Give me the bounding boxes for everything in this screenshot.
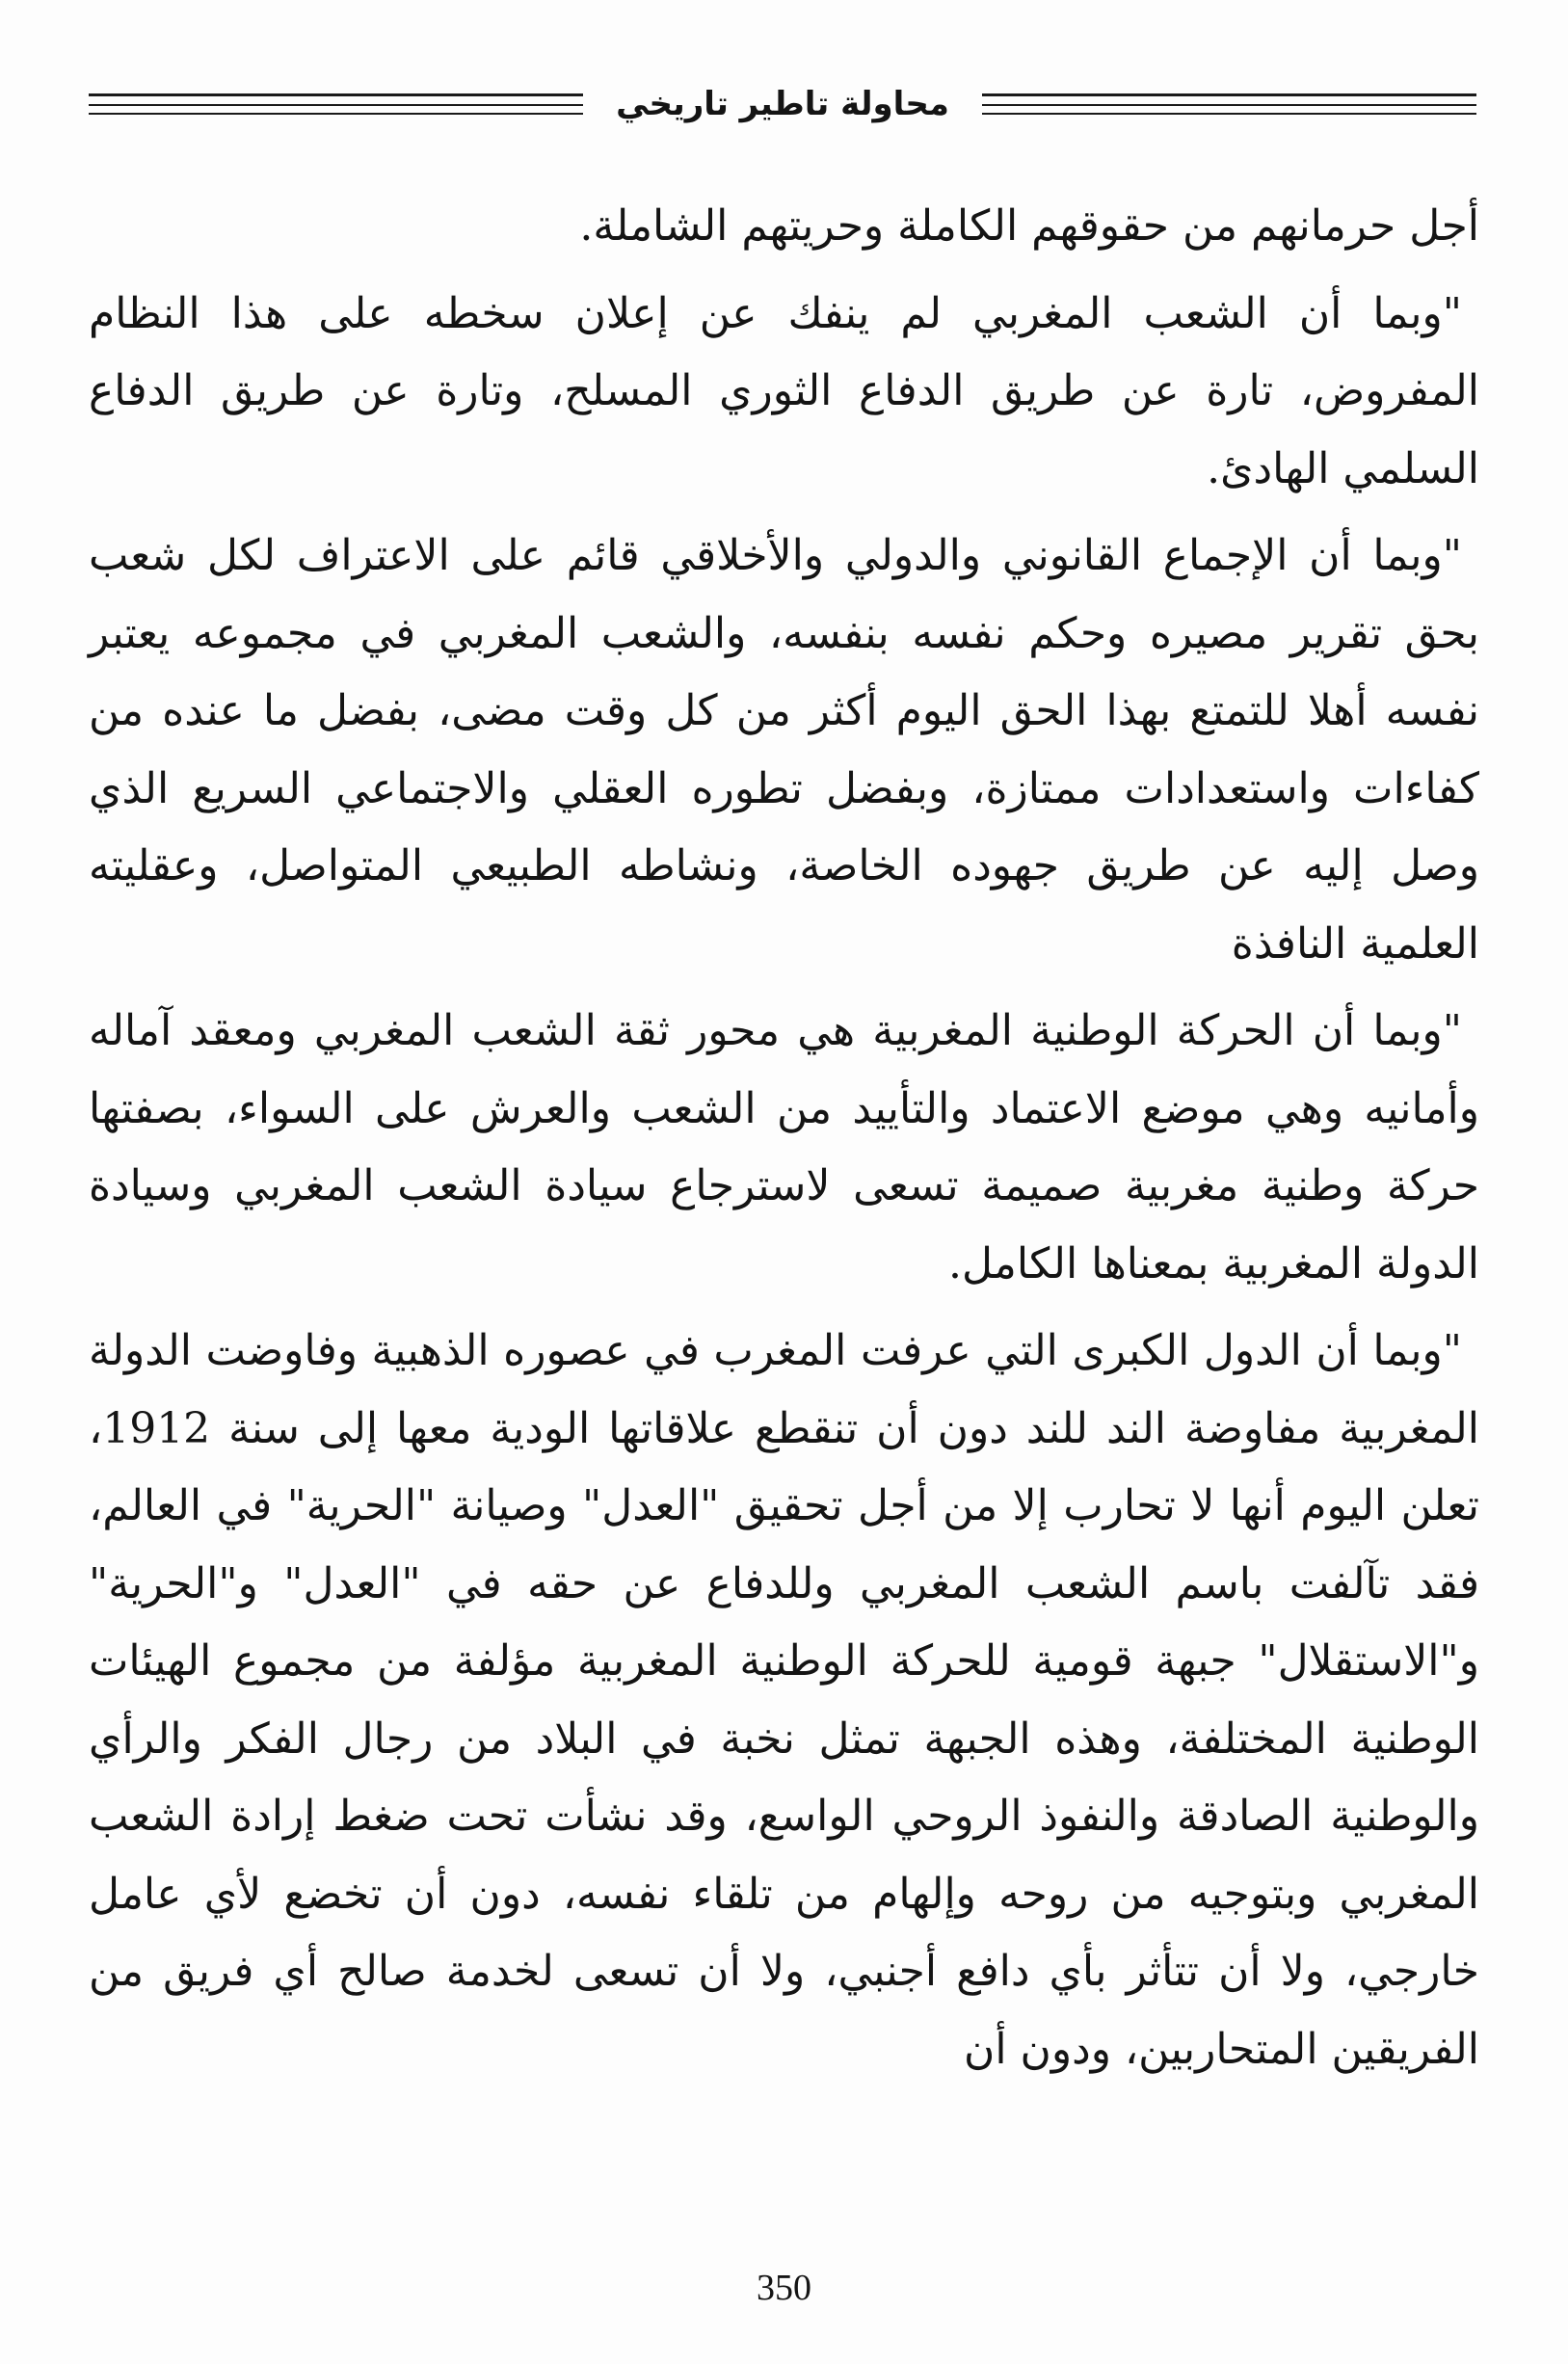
paragraph: "وبما أن الدول الكبرى التي عرفت المغرب في عصوره الذهبية وفاوضت الدولة المغربية مفاوضة الند للند دون أن تنقطع علاقاتها الودية معها إلى سنة 1912، تعلن اليوم أنها لا تحارب إلا من أجل تحقيق "العدل" وصيانة "الحرية" في العالم، فقد تآلفت باسم الشعب المغربي وللدفاع عن حقه في "العدل" و"الحرية" و"الاستقلال" جبهة قومية للحركة الوطنية المغربية مؤلفة من مجموع الهيئات الوطنية المختلفة، وهذه الجبهة تمثل نخبة في البلاد من رجال الفكر والرأي والوطنية الصادقة والنفوذ الروحي الواسع، وقد نشأت تحت ضغط إرادة الشعب المغربي وبتوجيه من روحه وإلهام من تلقاء نفسه، دون أن تخضع لأي عامل خارجي، ولا أن تتأثر بأي دافع أجنبي، ولا أن تسعى لخدمة صالح أي فريق من الفريقين المتحاربين، ودون أن (89, 1326, 1479, 2074)
paragraph: "وبما أن الحركة الوطنية المغربية هي محور ثقة الشعب المغربي ومعقد آماله وأمانيه وهي موضع الاعتماد والتأييد من الشعب والعرش على السواء، بصفتها حركة وطنية مغربية صميمة تسعى لاسترجاع سيادة الشعب المغربي وسيادة الدولة المغربية بمعناها الكامل. (89, 1006, 1479, 1288)
paragraph: "وبما أن الإجماع القانوني والدولي والأخلاقي قائم على الاعتراف لكل شعب بحق تقرير مصيره وحكم نفسه بنفسه، والشعب المغربي في مجموعه يعتبر نفسه أهلا للتمتع بهذا الحق اليوم أكثر من كل وقت مضى، بفضل ما عنده من كفاءات واستعدادات ممتازة، وبفضل تطوره العقلي والاجتماعي السريع الذي وصل إليه عن طريق جهوده الخاصة، ونشاطه الطبيعي المتواصل، وعقليته العلمية النافذة (89, 531, 1479, 969)
header-title: محاولة تاطير تاريخي (616, 85, 949, 123)
paragraph: أجل حرمانهم من حقوقهم الكاملة وحريتهم الشاملة. (579, 201, 1479, 251)
page-number: 350 (757, 2268, 811, 2308)
paragraph: "وبما أن الشعب المغربي لم ينفك عن إعلان سخطه على هذا النظام المفروض، تارة عن طريق الدفاع الثوري المسلح، وتارة عن طريق الدفاع السلمي الهادئ. (89, 288, 1479, 493)
header-rule-left (89, 93, 583, 115)
header-rule-right (982, 93, 1476, 115)
body-text (89, 188, 1479, 2098)
running-header (89, 75, 1476, 133)
